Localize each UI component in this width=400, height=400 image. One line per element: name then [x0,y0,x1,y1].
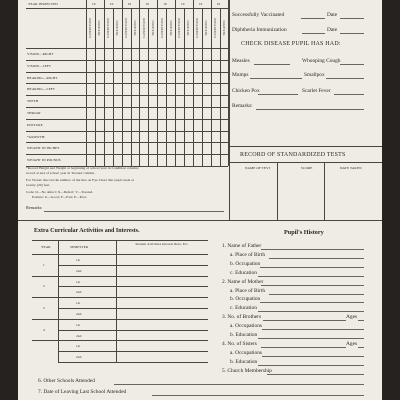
history-item-line[interactable] [258,311,364,312]
grid-rule [139,0,140,166]
date-leaving-label: 7. Date of Leaving Last School Attended [38,389,127,395]
history-item-label: a. Place of Birth [230,251,266,258]
column-header-label: TREATED [97,20,102,36]
scarlet-label: Scarlet Fever [302,88,331,94]
activities-rule [32,276,58,277]
history-item-line[interactable] [258,338,364,339]
column-header [104,8,113,48]
grid-rule [131,8,132,166]
grid-rule [228,0,229,166]
grid-row-label: VISION—RIGHT [27,52,54,56]
column-header-label: TREATED [204,20,209,36]
activities-rule [58,240,59,362]
diphtheria-label: Diphtheria Immunization [232,27,287,33]
activity-input[interactable] [117,341,207,350]
semester-cell: 2nd [76,355,82,360]
chickenpox-line[interactable] [258,94,298,95]
year-cell[interactable]: 19 [198,2,203,6]
column-header [122,8,131,48]
column-header-label: CONDITION [141,18,146,38]
whooping-label: Whooping Cough [302,58,341,64]
tests-col-date: DATE TAKEN [340,166,362,170]
column-header-label: TREATED [150,20,155,36]
activity-input[interactable] [117,298,207,307]
grid-rule [211,0,212,166]
year-cell: 1 [43,262,45,267]
section-rule [18,220,382,221]
activity-input[interactable] [117,331,207,340]
grid-rule [26,95,228,96]
column-header-label: CONDITION [213,18,218,38]
measles-label: Measles [232,58,250,64]
mumps-line[interactable] [250,78,302,79]
grid-note-1: *Record Height and Weight at beginning of school year in Condition column; [26,166,139,170]
column-header-label: TREATED [221,20,226,36]
measles-line[interactable] [254,64,290,65]
semester-cell: 1st [76,322,81,327]
grid-rule [26,142,228,143]
disease-remarks-line[interactable] [256,109,364,110]
semester-cell: 2nd [76,312,82,316]
history-item-label: b. Occupation [230,296,261,303]
activity-input[interactable] [117,255,207,264]
smallpox-line[interactable] [326,78,364,79]
year-cell[interactable]: 19 [163,2,167,6]
tests-header-rule [229,162,382,163]
grid-rule [122,0,123,166]
column-header-label: TREATED [132,20,137,36]
year-cell[interactable]: 19 [92,2,96,6]
history-item-line[interactable] [260,302,364,303]
column-header [131,8,140,48]
history-item-label: b. Occupation [230,260,261,267]
grid-rule [157,0,158,166]
grid-rule [193,0,194,166]
history-ages-line[interactable] [358,347,364,348]
column-header [202,8,211,48]
history-item-label: c. Education [230,269,257,276]
grid-note-3: For Vision: Record the number of the line on Eye Chart that pupil reads at [26,178,134,182]
history-item-line[interactable] [262,356,364,357]
whooping-line[interactable] [340,64,364,65]
grid-note-2: record at end of school year in Treated column. [26,171,95,175]
year-cell: 2 [43,284,45,289]
grid-code-2: Posture: G—Good; F—Fair; P—Poor. [32,195,88,199]
grid-rule [26,166,228,167]
grid-rule [26,107,228,108]
column-header [166,8,175,48]
grid-rule [26,72,228,73]
grid-remarks-line[interactable] [44,211,224,212]
activity-input[interactable] [117,266,207,275]
disease-title: CHECK DISEASE PUPIL HAS HAD: [241,41,341,47]
column-header [148,8,157,48]
column-header [95,8,104,48]
history-item-line[interactable] [263,320,346,321]
form-sheet [18,0,382,400]
activity-input[interactable] [117,320,207,329]
semester-cell: 1st [76,301,81,306]
disease-remarks-label: Remarks: [232,103,253,109]
column-header [113,8,122,48]
column-header-label: CONDITION [88,18,93,38]
history-item-label: a. Place of Birth [230,287,266,294]
date-leaving-line[interactable] [152,395,364,396]
year-inspected-label: YEAR INSPECTED [28,2,58,6]
activities-rule [116,240,117,362]
tests-col-divider-2 [324,162,325,220]
grid-row-label: VISION—LEFT [27,63,52,68]
smallpox-label: Smallpox [304,72,325,78]
history-item-label: 5. Church Membership [222,367,272,374]
column-header-label: TREATED [115,20,120,36]
grid-rule [220,8,221,166]
grid-row-label: TEETH [27,99,39,104]
history-title: Pupil's History [284,229,324,236]
grid-rule [86,0,87,166]
year-cell[interactable]: 19 [109,2,114,6]
history-item-label: 2. Name of Mother [222,278,264,285]
grid-rule [26,131,228,132]
mumps-label: Mumps [232,72,249,78]
diphtheria-date-label: Date [327,27,338,33]
chickenpox-label: Chicken Pox [232,88,260,94]
tests-top-rule [229,146,382,147]
history-item-line[interactable] [262,329,364,330]
history-item-label: 1. Name of Father [222,243,262,249]
history-item-label: a. Occupations [230,323,263,330]
semester-cell: 2nd [76,290,82,295]
history-item-label: a. Occupations [230,349,263,356]
grid-row-label: THROAT [27,111,41,115]
history-item-line[interactable] [261,249,364,250]
grid-row-label: WEIGHT IN POUNDS [27,158,61,163]
grid-rule [202,8,203,166]
grid-rule [113,8,114,166]
year-cell[interactable]: 19 [181,2,185,6]
history-item-line[interactable] [258,365,364,366]
column-header-label: CONDITION [195,18,200,38]
tests-col-name: NAME OF TEST [245,166,271,170]
column-header [193,8,202,48]
semester-cell: 1st [76,344,81,349]
year-cell[interactable]: 19 [127,2,132,6]
history-item-label: 3. No. of Brothers [222,314,262,321]
activities-rule [32,297,58,298]
grid-rule [26,60,228,61]
history-item-label: c. Education [230,305,257,312]
column-header-label: CONDITION [124,18,129,38]
vaccinated-line[interactable] [301,18,325,19]
grid-rule [104,0,105,166]
grid-rule [26,48,228,49]
column-header-label: CONDITION [177,18,182,38]
column-header-label: TREATED [168,20,173,36]
tests-col-score: SCORE [301,166,313,170]
grid-remarks-label: Remarks: [26,205,43,210]
column-header-label: TREATED [186,20,191,36]
grid-rule [148,8,149,166]
grid-note-4: twenty (20) feet. [26,183,51,187]
grid-rule [184,8,185,166]
activity-input[interactable] [117,309,207,318]
grid-rule [26,8,228,9]
diphtheria-date-line[interactable] [340,33,364,34]
history-item-label: 4. No. of Sisters [222,340,257,347]
year-cell[interactable]: 19 [216,2,221,6]
column-header [175,8,184,48]
grid-rule [26,119,228,120]
semester-cell: 1st [76,279,81,284]
history-item-label: b. Education [230,358,258,365]
activities-col-activity: Student Activities Interest Role, Etc. [135,242,189,246]
history-item-label: b. Education [230,332,258,338]
activity-input[interactable] [117,287,207,296]
other-schools-label: 6. Other Schools Attended [38,378,95,384]
activity-input[interactable] [117,352,207,361]
year-cell[interactable]: 19 [145,2,149,6]
grid-row-label: HEARING—RIGHT [27,75,58,80]
column-header [211,8,220,48]
column-header-label: CONDITION [159,18,164,38]
semester-cell: 1st [76,258,81,262]
activities-rule [32,340,58,341]
column-header [86,8,95,48]
activities-rule [58,362,208,363]
history-ages-line[interactable] [358,320,364,321]
activities-rule [32,319,58,320]
grid-rule [26,83,228,84]
year-cell: 3 [43,306,45,310]
activity-input[interactable] [117,277,207,286]
vaccinated-date-label: Date [327,12,338,18]
history-ages-label: Ages [346,340,358,347]
grid-rule [26,154,228,155]
vaccinated-label: Successfully Vaccinated [232,12,285,18]
column-header [220,8,229,48]
activities-col-semester: SEMESTER [70,245,89,249]
column-header [139,8,148,48]
diphtheria-line[interactable] [302,33,325,34]
tests-col-divider-1 [277,162,278,220]
other-schools-line[interactable] [114,384,364,385]
semester-cell: 2nd [76,333,82,338]
column-header-label: CONDITION [106,18,111,38]
activities-col-year: YEAR [41,245,51,249]
grid-code-1: Code: O—No defect; X—Defect; V—Treated. [26,190,94,194]
grid-rule [175,0,176,166]
history-item-line[interactable] [260,267,364,268]
tests-title: RECORD OF STANDARDIZED TESTS [240,152,346,158]
vaccinated-date-line[interactable] [340,18,364,19]
grid-rule [95,8,96,166]
history-item-line[interactable] [267,374,364,375]
scarlet-line[interactable] [334,94,364,95]
column-header [157,8,166,48]
history-ages-label: Ages [346,314,358,321]
semester-cell: 2nd [76,268,82,273]
history-item-line[interactable] [261,285,364,286]
activities-title: Extra Curricular Activities and Interests. [34,228,140,234]
grid-row-label: *GROWTH: [27,134,46,139]
year-cell: 4 [43,327,45,332]
grid-rule [166,8,167,166]
history-item-line[interactable] [269,294,364,295]
grid-row-label: POSTURE [27,122,43,127]
history-item-line[interactable] [269,258,364,259]
history-item-line[interactable] [261,347,346,348]
column-header [184,8,193,48]
grid-row-label: WEIGHT IN INCHES [27,146,60,151]
grid-row-label: HEARING—LEFT [27,87,55,92]
history-item-line[interactable] [258,276,364,277]
